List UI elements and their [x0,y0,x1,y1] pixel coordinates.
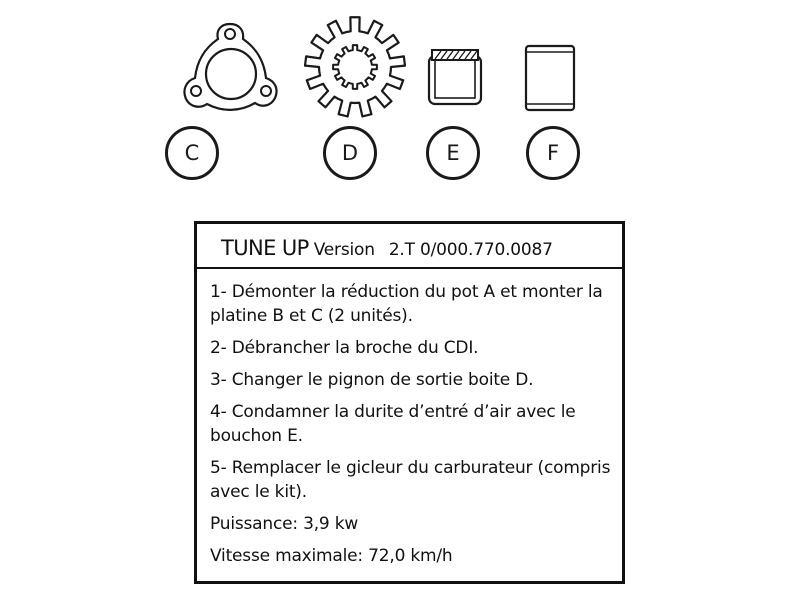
top-speed-spec: Vitesse maximale: 72,0 km/h [210,546,453,566]
parts-illustration [0,0,800,200]
instruction-step-3: 3- Changer le pignon de sortie boite D. [210,370,534,390]
sleeve-drawing [518,40,582,116]
mounting-plate-drawing [178,20,284,116]
version-code: 2.T 0/000.770.0087 [388,240,553,260]
tune-up-instructions-card [194,221,625,584]
card-title: TUNE UP [221,236,309,260]
instruction-step-5: 5- Remplacer le gicleur du carburateur (compris avec le kit). [210,458,611,502]
card-body [197,269,622,568]
part-label-c: C [165,126,219,180]
part-label-e: E [426,126,480,180]
instruction-step-1: 1- Démonter la réduction du pot A et monter la platine B et C (2 unités). [210,282,603,326]
instruction-step-2: 2- Débrancher la broche du CDI. [210,338,479,358]
card-header [197,224,622,269]
instruction-step-4: 4- Condamner la durite d’entré d’air avec le bouchon E. [210,402,576,446]
plug-drawing [424,46,486,108]
version-label: Version [313,240,375,260]
part-label-d: D [323,126,377,180]
part-label-f: F [526,126,580,180]
sprocket-drawing [300,12,410,122]
power-spec: Puissance: 3,9 kw [210,514,359,534]
